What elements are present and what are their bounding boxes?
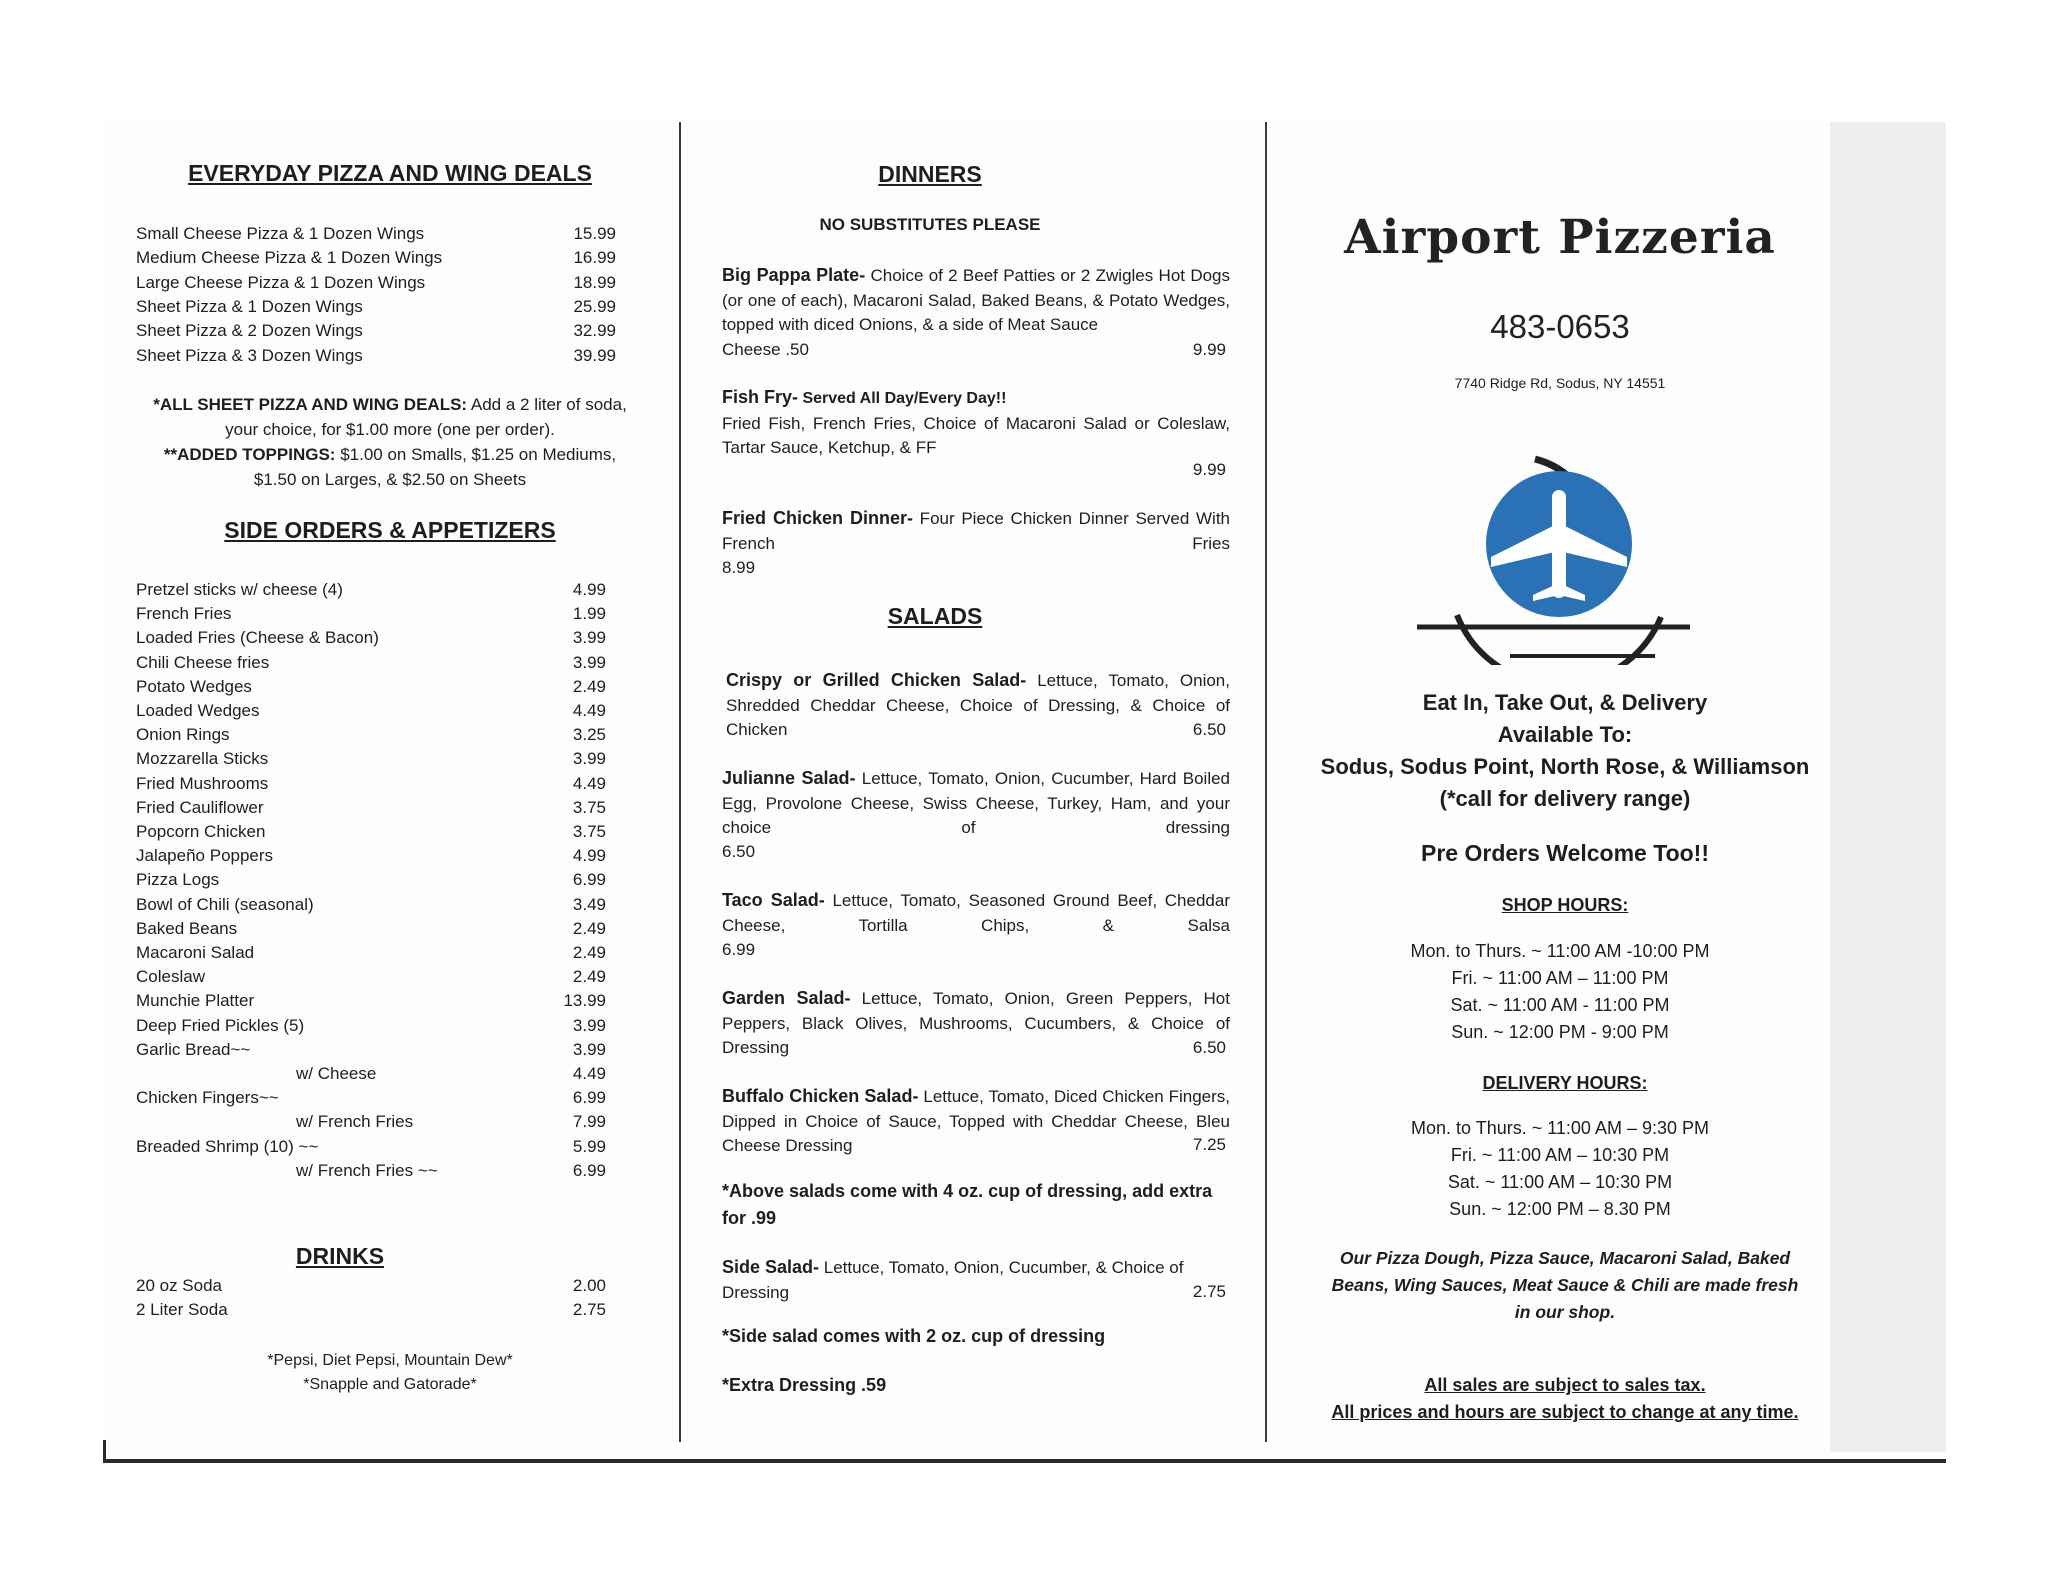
side-item-price: 3.99 bbox=[572, 1015, 606, 1035]
side-item-name: w/ French Fries ~~ bbox=[296, 1160, 438, 1180]
deal-item-name: Large Cheese Pizza & 1 Dozen Wings bbox=[136, 272, 426, 292]
side-item-price: 7.99 bbox=[572, 1112, 606, 1132]
side-item-price: 2.49 bbox=[572, 967, 606, 987]
side-item-name: Onion Rings bbox=[136, 725, 230, 745]
service-line: Eat In, Take Out, & Delivery bbox=[1422, 690, 1708, 715]
side-item-price: 2.49 bbox=[572, 676, 606, 696]
side-item-name: Chicken Fingers~~ bbox=[136, 1088, 279, 1108]
fold-line-left bbox=[679, 122, 681, 1442]
side-item-name: French Fries bbox=[136, 604, 232, 624]
side-item-price: 3.99 bbox=[572, 1039, 606, 1059]
side-salad-price: 2.75 bbox=[1192, 1282, 1226, 1301]
salad-taco bbox=[722, 888, 1230, 938]
side-item-name: Breaded Shrimp (10) ~~ bbox=[136, 1136, 319, 1156]
salad-desc: Lettuce, Tomato, Onion, Shredded Cheddar Cheese, Choice of Dressing, & Choice of Chicken bbox=[726, 671, 1230, 739]
delivery-hours-line: Sat. ~ 11:00 AM – 10:30 PM bbox=[1447, 1172, 1673, 1192]
drink-item-price: 2.00 bbox=[572, 1276, 606, 1295]
salad-desc: Lettuce, Tomato, Onion, Green Peppers, Hot Peppers, Black Olives, Mushrooms, Cucumbers, & Choice of Dressing bbox=[722, 989, 1230, 1057]
side-item-name: Popcorn Chicken bbox=[136, 822, 266, 841]
side-item-price: 4.99 bbox=[572, 846, 606, 866]
salad-price: 6.50 bbox=[1192, 1038, 1226, 1057]
deal-item-name: Medium Cheese Pizza & 1 Dozen Wings bbox=[136, 248, 443, 268]
deal-item-name: Sheet Pizza & 2 Dozen Wings bbox=[136, 321, 363, 341]
deal-item-price: 32.99 bbox=[573, 321, 616, 341]
deal-note-3-bold: **ADDED TOPPINGS: bbox=[163, 445, 336, 464]
salad-price: 6.50 bbox=[1192, 720, 1226, 739]
deal-note-1 bbox=[120, 392, 660, 417]
page-edge-strip bbox=[1830, 122, 1946, 1452]
shop-hours-line: Mon. to Thurs. ~ 11:00 AM -10:00 PM bbox=[1410, 941, 1710, 961]
dinner-subtitle: Served All Day/Every Day!! bbox=[798, 390, 1007, 407]
side-item-price: 3.99 bbox=[572, 749, 606, 769]
deal-note-4: $1.50 on Larges, & $2.50 on Sheets bbox=[253, 470, 527, 489]
side-item-name: Bowl of Chili (seasonal) bbox=[136, 894, 314, 914]
side-item-name: w/ Cheese bbox=[296, 1064, 377, 1083]
salad-desc: Lettuce, Tomato, Seasoned Ground Beef, Cheddar Cheese, Tortilla Chips, & Salsa bbox=[722, 891, 1230, 935]
side-item-name: Baked Beans bbox=[136, 918, 238, 938]
side-item-name: Potato Wedges bbox=[136, 676, 252, 696]
side-item-price: 4.49 bbox=[572, 701, 606, 720]
side-item-name: Pretzel sticks w/ cheese (4) bbox=[136, 580, 343, 599]
fresh-note-line: Our Pizza Dough, Pizza Sauce, Macaroni Salad, Baked bbox=[1339, 1248, 1791, 1268]
address: 7740 Ridge Rd, Sodus, NY 14551 bbox=[1454, 375, 1666, 391]
deal-note-1-bold: *ALL SHEET PIZZA AND WING DEALS: bbox=[153, 395, 468, 414]
drink-item-price: 2.75 bbox=[572, 1300, 606, 1319]
salad-desc: Lettuce, Tomato, Onion, Cucumber, Hard Boiled Egg, Provolone Cheese, Swiss Cheese, Turkey, Ham, and your choice of dressing bbox=[722, 769, 1230, 837]
dinner-big-pappa bbox=[722, 263, 1230, 338]
phone-number: 483-0653 bbox=[1490, 308, 1630, 345]
salads-heading: SALADS bbox=[887, 603, 983, 629]
side-item-price: 4.49 bbox=[572, 773, 606, 793]
salad-julianne bbox=[722, 766, 1230, 841]
deal-item-price: 39.99 bbox=[573, 345, 616, 365]
side-item-price: 4.99 bbox=[572, 580, 606, 599]
side-item-name: Garlic Bread~~ bbox=[136, 1039, 251, 1059]
side-item-price: 1.99 bbox=[572, 604, 606, 624]
deals-heading: EVERYDAY PIZZA AND WING DEALS bbox=[188, 160, 592, 186]
service-line: Sodus, Sodus Point, North Rose, & Williamson bbox=[1320, 754, 1810, 779]
salad-price: 6.99 bbox=[722, 940, 756, 959]
side-item-name: Munchie Platter bbox=[136, 991, 255, 1011]
dinners-heading: DINNERS bbox=[878, 161, 982, 187]
dinner-desc: Four Piece Chicken Dinner Served With French Fries bbox=[722, 509, 1230, 553]
deal-note-1-rest: Add a 2 liter of soda, bbox=[467, 395, 627, 414]
deal-item-price: 15.99 bbox=[573, 224, 616, 243]
service-line: Available To: bbox=[1497, 722, 1633, 747]
side-item-price: 3.25 bbox=[572, 725, 606, 745]
change-note: All prices and hours are subject to change at any time. bbox=[1331, 1402, 1799, 1422]
side-item-name: Pizza Logs bbox=[136, 870, 220, 890]
drink-item-name: 2 Liter Soda bbox=[136, 1300, 228, 1319]
service-line: (*call for delivery range) bbox=[1439, 786, 1691, 811]
delivery-hours-line: Sun. ~ 12:00 PM – 8.30 PM bbox=[1449, 1199, 1671, 1219]
side-item-name: Chili Cheese fries bbox=[136, 652, 270, 672]
side-item-name: Loaded Wedges bbox=[136, 701, 260, 720]
drink-item-name: 20 oz Soda bbox=[136, 1276, 223, 1295]
side-item-name: Mozzarella Sticks bbox=[136, 749, 269, 769]
salad-price: 7.25 bbox=[1192, 1135, 1226, 1154]
dinner-title: Fried Chicken Dinner- bbox=[722, 508, 913, 528]
side-salad-title: Side Salad- bbox=[722, 1257, 820, 1277]
shop-hours-line: Sat. ~ 11:00 AM - 11:00 PM bbox=[1450, 995, 1670, 1015]
deal-item-name: Small Cheese Pizza & 1 Dozen Wings bbox=[136, 224, 425, 243]
salad-price: 6.50 bbox=[722, 842, 756, 861]
side-item-price: 6.99 bbox=[572, 1088, 606, 1108]
side-item-price: 2.49 bbox=[572, 943, 606, 962]
dinner-price: 9.99 bbox=[1192, 340, 1226, 359]
side-item-price: 2.49 bbox=[572, 918, 606, 938]
restaurant-name: Airport Pizzeria bbox=[1344, 210, 1776, 265]
salad-title: Taco Salad- bbox=[722, 890, 825, 910]
drinks-heading: DRINKS bbox=[295, 1243, 385, 1269]
delivery-hours-line: Mon. to Thurs. ~ 11:00 AM – 9:30 PM bbox=[1411, 1118, 1709, 1138]
sheet-bottom-edge bbox=[103, 1459, 1946, 1463]
deal-item-price: 16.99 bbox=[573, 248, 616, 268]
dinner-price: 9.99 bbox=[1192, 460, 1226, 479]
dinner-fried-chicken bbox=[722, 506, 1230, 556]
shop-hours-line: Sun. ~ 12:00 PM - 9:00 PM bbox=[1451, 1022, 1669, 1042]
salad-title: Buffalo Chicken Salad- bbox=[722, 1086, 919, 1106]
side-item-price: 6.99 bbox=[572, 1160, 606, 1180]
delivery-hours-heading: DELIVERY HOURS: bbox=[1482, 1073, 1648, 1093]
side-item-price: 6.99 bbox=[572, 870, 606, 890]
side-salad-desc: Lettuce, Tomato, Onion, Cucumber, & Choice of Dressing bbox=[722, 1258, 1184, 1302]
side-item-price: 13.99 bbox=[563, 991, 606, 1011]
dinner-desc: Fried Fish, French Fries, Choice of Macaroni Salad or Coleslaw, Tartar Sauce, Ketchup, & FF bbox=[722, 413, 1230, 457]
dinner-fish-fry bbox=[722, 385, 1230, 461]
deal-note-3 bbox=[120, 442, 660, 467]
side-item-name: Coleslaw bbox=[136, 967, 205, 987]
deal-note-3-rest: $1.00 on Smalls, $1.25 on Mediums, bbox=[335, 445, 617, 464]
salad-desc: Lettuce, Tomato, Diced Chicken Fingers, Dipped in Choice of Sauce, Topped with Cheddar Cheese, Bleu Cheese Dressing bbox=[722, 1087, 1230, 1155]
fresh-note-line: in our shop. bbox=[1514, 1302, 1616, 1322]
side-item-price: 3.75 bbox=[572, 822, 606, 841]
deal-note-2: your choice, for $1.00 more (one per order). bbox=[225, 420, 555, 439]
side-item-name: Deep Fried Pickles (5) bbox=[136, 1015, 305, 1035]
sheet-left-edge bbox=[103, 1440, 106, 1462]
delivery-hours-line: Fri. ~ 11:00 AM – 10:30 PM bbox=[1450, 1145, 1670, 1165]
deal-item-name: Sheet Pizza & 1 Dozen Wings bbox=[136, 296, 363, 316]
deal-item-price: 18.99 bbox=[573, 272, 616, 292]
side-item-price: 3.49 bbox=[572, 894, 606, 914]
side-item-name: Jalapeño Poppers bbox=[136, 846, 274, 866]
side-salad-note: *Side salad comes with 2 oz. cup of dressing bbox=[722, 1326, 1106, 1346]
sides-heading: SIDE ORDERS & APPETIZERS bbox=[224, 517, 556, 543]
side-item-name: Fried Cauliflower bbox=[136, 797, 264, 817]
deal-item-name: Sheet Pizza & 3 Dozen Wings bbox=[136, 345, 363, 365]
dinner-desc: Choice of 2 Beef Patties or 2 Zwigles Hot Dogs (or one of each), Macaroni Salad, Baked Beans, & Potato Wedges, topped with diced Onions, & a side of Meat Sauce bbox=[722, 266, 1231, 334]
shop-hours-line: Fri. ~ 11:00 AM – 11:00 PM bbox=[1451, 968, 1669, 988]
side-item-price: 4.49 bbox=[572, 1064, 606, 1083]
salad-title: Julianne Salad- bbox=[722, 768, 856, 788]
dinner-extra: Cheese .50 bbox=[722, 340, 809, 359]
side-item-price: 5.99 bbox=[572, 1136, 606, 1156]
side-item-name: Loaded Fries (Cheese & Bacon) bbox=[136, 628, 379, 648]
side-item-name: w/ French Fries bbox=[296, 1112, 414, 1132]
tax-note: All sales are subject to sales tax. bbox=[1424, 1375, 1706, 1395]
deal-item-price: 25.99 bbox=[573, 296, 616, 316]
airplane-icon bbox=[1415, 455, 1715, 665]
side-item-price: 3.99 bbox=[572, 652, 606, 672]
drinks-note-2: *Snapple and Gatorade* bbox=[303, 1376, 477, 1393]
no-substitutes-note: NO SUBSTITUTES PLEASE bbox=[819, 215, 1041, 234]
side-item-name: Fried Mushrooms bbox=[136, 773, 269, 793]
dinner-title: Big Pappa Plate- bbox=[722, 265, 866, 285]
salad-title: Garden Salad- bbox=[722, 988, 851, 1008]
dinner-title: Fish Fry- bbox=[722, 387, 799, 407]
drinks-note-1: *Pepsi, Diet Pepsi, Mountain Dew* bbox=[267, 1352, 513, 1369]
shop-hours-heading: SHOP HOURS: bbox=[1501, 895, 1629, 915]
extra-dressing-note: *Extra Dressing .59 bbox=[722, 1375, 887, 1395]
salad-title: Crispy or Grilled Chicken Salad- bbox=[726, 670, 1027, 690]
salad-dressing-note: *Above salads come with 4 oz. cup of dressing, add extra for .99 bbox=[722, 1181, 1213, 1228]
fresh-note-line: Beans, Wing Sauces, Meat Sauce & Chili are made fresh bbox=[1331, 1275, 1799, 1295]
fold-line-right bbox=[1265, 122, 1267, 1442]
side-item-price: 3.75 bbox=[572, 797, 606, 817]
side-item-price: 3.99 bbox=[572, 628, 606, 648]
preorders-note: Pre Orders Welcome Too!! bbox=[1421, 840, 1709, 866]
side-item-name: Macaroni Salad bbox=[136, 943, 255, 962]
dinner-price: 8.99 bbox=[722, 558, 756, 577]
